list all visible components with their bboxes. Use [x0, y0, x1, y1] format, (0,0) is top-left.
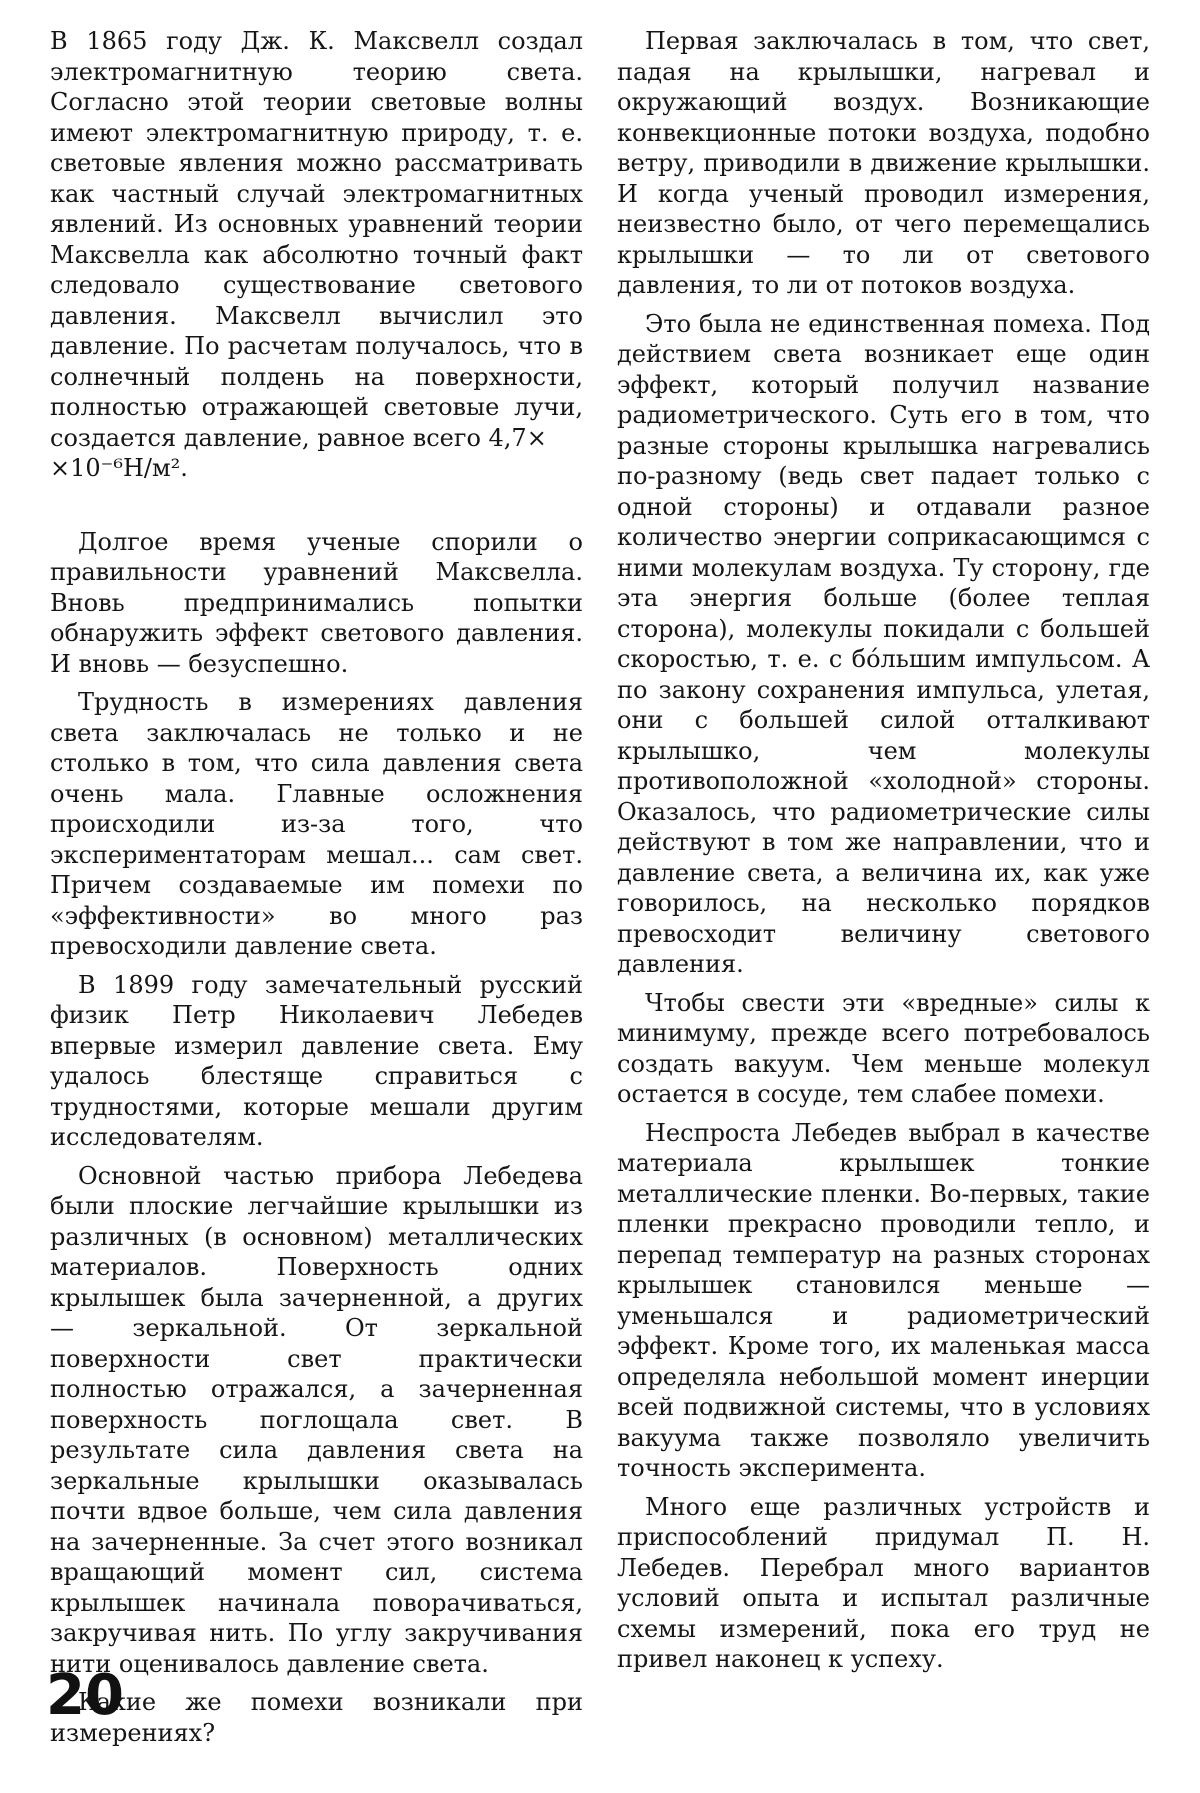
pressure-formula: ×10⁻⁶Н/м².: [50, 454, 188, 482]
paragraph-convection: Первая заключалась в том, что свет, падая на крылышки, нагревал и окружающий воздух. Возникающие конвекционные потоки воздуха, подобно ветру, приводили в движение крылышки. И когда ученый проводил измерения, неизвестно было, от чего перемещались крылышки — то ли от светового давления, то ли от потоков воздуха.: [617, 27, 1150, 299]
paragraph-difficulty: Трудность в измерениях давления света заключалась не только и не столько в том, что сила давления света очень мала. Главные осложнения происходили из-за того, что экспериментаторам мешал... сам свет. Причем создаваемые им помехи по «эффективности» во много раз превосходили давление света.: [50, 688, 583, 960]
paragraph-gap: [50, 492, 583, 527]
paragraph-maxwell-text: В 1865 году Дж. К. Максвелл создал электромагнитную теорию света. Согласно этой теории световые волны имеют электромагнитную природу, т. е. световые явления можно рассматривать как частный случай электромагнитных явлений. Из основных уравнений теории Максвелла как абсолютно точный факт следовало существование светового давления. Максвелл вычислил это давление. По расчетам получалось, что в солнечный полдень на поверхности, полностью отражающей световые лучи, создается давление, равное всего 4,7×: [50, 27, 583, 452]
paragraph-vacuum: Чтобы свести эти «вредные» силы к минимуму, прежде всего потребовалось создать вакуум. Чем меньше молекул остается в сосуде, тем слабее помехи.: [617, 988, 1150, 1108]
paragraph-instrument: Основной частью прибора Лебедева были плоские легчайшие крылышки из различных (в основном) металлических материалов. Поверхность одних крылышек была зачерненной, а других — зеркальной. От зеркальной поверхности свет практически полностью отражался, а зачерненная поверхность поглощала свет. В результате сила давления света на зеркальные крылышки оказывалась почти вдвое больше, чем сила давления на зачерненные. За счет этого возникал вращающий момент сил, система крылышек начинала поворачиваться, закручивая нить. По углу закручивания нити оценивалось давление света.: [50, 1161, 583, 1678]
paragraph-maxwell-theory: [50, 26, 583, 484]
paragraph-lebedev-1899: В 1899 году замечательный русский физик Петр Николаевич Лебедев впервые измерил давление света. Ему удалось блестяще справиться с трудностями, которые мешали другим исследователям.: [50, 970, 583, 1151]
paragraph-question: Какие же помехи возникали при измерениях?: [50, 1688, 583, 1747]
paragraph-metal-films: Неспроста Лебедев выбрал в качестве материала крылышек тонкие металлические пленки. Во-первых, такие пленки прекрасно проводили тепло, и перепад температур на разных сторонах крылышек становился меньше — уменьшался и радиометрический эффект. Кроме того, их маленькая масса определяла небольшой момент инерции всей подвижной системы, что в условиях вакуума также позволяло увеличить точность эксперимента.: [617, 1118, 1150, 1482]
paragraph-debate: Долгое время ученые спорили о правильности уравнений Максвелла. Вновь предпринимались попытки обнаружить эффект светового давления. И вновь — безуспешно.: [50, 527, 583, 678]
left-text-column: [50, 26, 583, 1756]
paragraph-success: Много еще различных устройств и приспособлений придумал П. Н. Лебедев. Перебрал много вариантов условий опыта и испытал различные схемы измерений, пока его труд не привел наконец к успеху.: [617, 1492, 1150, 1673]
paragraph-radiometric: Это была не единственная помеха. Под действием света возникает еще один эффект, который получил название радиометрического. Суть его в том, что разные стороны крылышка нагревались по-разному (ведь свет падает только с одной стороны) и отдавали разное количество энергии соприкасающимся с ними молекулам воздуха. Ту сторону, где эта энергия больше (более теплая сторона), молекулы покидали с большей скоростью, т. е. с бóльшим импульсом. А по закону сохранения импульса, улетая, они с большей силой отталкивают крылышко, чем молекулы противоположной «холодной» стороны. Оказалось, что радиометрические силы действуют в том же направлении, что и давление света, а величина их, как уже говорилось, на несколько порядков превосходит величину светового давления.: [617, 309, 1150, 978]
right-text-column: [617, 26, 1150, 1683]
page-number: 20: [46, 1663, 124, 1728]
